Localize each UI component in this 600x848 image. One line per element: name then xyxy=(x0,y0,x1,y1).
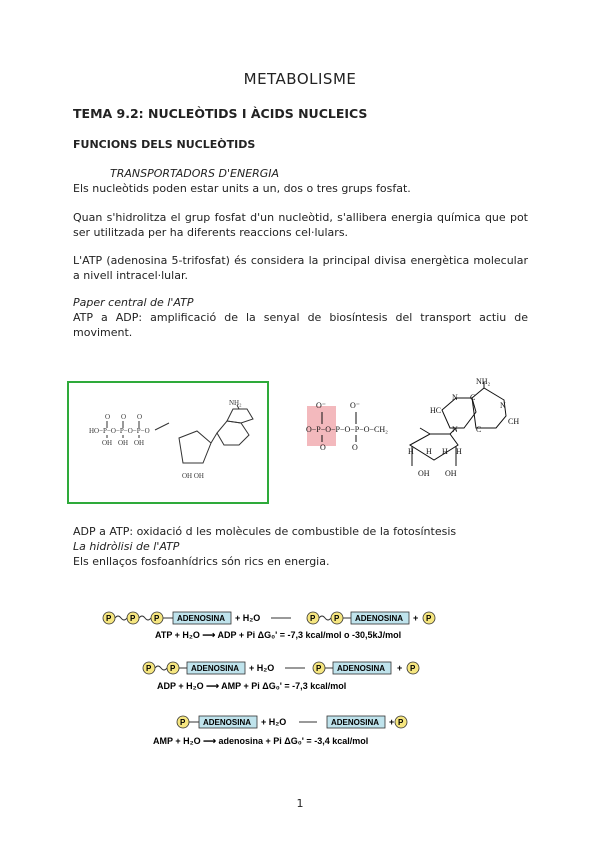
phosphate-6: P xyxy=(426,614,432,623)
phosphate-8: P xyxy=(170,664,176,673)
h-label-4: H xyxy=(456,447,462,456)
o-minus-2: O⁻ xyxy=(350,401,360,410)
oh-bottom-3: OH xyxy=(134,439,145,447)
page-title: METABOLISME xyxy=(243,70,357,88)
plus-1: + xyxy=(413,613,419,623)
o-bottom-2: O xyxy=(352,443,358,452)
atp-structure-drawing xyxy=(69,383,267,502)
role-heading: Paper central de l'ATP xyxy=(73,296,194,309)
adenosina-4: ADENOSINA xyxy=(337,664,386,673)
h2o-1: + H₂O xyxy=(235,613,261,623)
h-label-3: H xyxy=(442,447,448,456)
reaction-amp-hydrolysis xyxy=(153,716,407,746)
paragraph-bonds: Els enllaços fosfoanhídrics són rics en energia. xyxy=(73,555,330,568)
reaction-adp-hydrolysis xyxy=(143,662,419,691)
n-label-1: N xyxy=(452,393,458,402)
hc-label: HC xyxy=(430,406,442,415)
phosphate-1: P xyxy=(106,614,112,623)
hydrolysis-heading: La hidròlisi de l'ATP xyxy=(73,540,180,553)
o-bottom-1: O xyxy=(320,443,326,452)
phosphate-11: P xyxy=(180,718,186,727)
equation-1: ATP + H₂O ⟶ ADP + Pi ΔG₀' = -7,3 kcal/mol o -30,5kJ/mol xyxy=(155,630,402,640)
phosphate-chain-right: O−P−O−P−O−P−O−CH₂ xyxy=(306,425,388,434)
paragraph-atp-currency: L'ATP (adenosina 5-trifosfat) és considera la principal divisa energètica molecular a nivell intracel·lular. xyxy=(73,254,528,282)
paragraph-atp-to-adp: ATP a ADP: amplificació de la senyal de biosíntesis del transport actiu de moviment. xyxy=(73,311,528,339)
phosphate-12: P xyxy=(398,718,404,727)
paragraph-hydrolysis-energy: Quan s'hidrolitza el grup fosfat d'un nucleòtid, s'allibera energia química que pot ser utilitzada per ha diferents reaccions cel·lulars. xyxy=(73,211,528,239)
paragraph-phosphate-groups: Els nucleòtids poden estar units a un, dos o tres grups fosfat. xyxy=(73,182,411,195)
h-label-2: H xyxy=(426,447,432,456)
phosphate-7: P xyxy=(146,664,152,673)
nh2-label: NH₂ xyxy=(229,399,242,407)
ribose-oh-label: OH OH xyxy=(182,472,204,480)
page-number: 1 xyxy=(296,797,304,810)
phosphate-9: P xyxy=(316,664,322,673)
n-label-2: N xyxy=(500,401,506,410)
topic-heading: TEMA 9.2: NUCLEÒTIDS I ÀCIDS NUCLEICS xyxy=(73,106,368,121)
h2o-2: + H₂O xyxy=(249,663,275,673)
phosphate-5: P xyxy=(334,614,340,623)
h-label-1: H xyxy=(408,447,414,456)
oh-bottom-1: OH xyxy=(102,439,113,447)
phosphate-2: P xyxy=(130,614,136,623)
hydrolysis-equations xyxy=(95,600,475,760)
adenosina-2: ADENOSINA xyxy=(355,614,404,623)
h2o-3: + H₂O xyxy=(261,717,287,727)
atp-structure-right-drawing xyxy=(300,370,540,485)
section-heading: FUNCIONS DELS NUCLEÒTIDS xyxy=(73,138,256,151)
phosphate-chain-label: HO−P−O−P−O−P−O xyxy=(89,427,150,435)
nh2-right: NH₂ xyxy=(476,377,491,386)
reaction-atp-hydrolysis xyxy=(103,612,435,640)
adenosina-6: ADENOSINA xyxy=(331,718,380,727)
adenosina-5: ADENOSINA xyxy=(203,718,252,727)
oh-bottom-2: OH xyxy=(118,439,129,447)
adenosina-1: ADENOSINA xyxy=(177,614,226,623)
o-top-2: O xyxy=(121,413,127,421)
atp-structure-figure xyxy=(67,381,269,504)
ch-label: CH xyxy=(508,417,520,426)
oh-label-1: OH xyxy=(418,469,430,478)
n-label-3: N xyxy=(452,425,458,434)
o-top-1: O xyxy=(105,413,111,421)
phosphate-4: P xyxy=(310,614,316,623)
c-label-2: C xyxy=(476,425,482,434)
subsection-heading: TRANSPORTADORS D'ENERGIA xyxy=(110,167,280,180)
paragraph-adp-to-atp: ADP a ATP: oxidació d les molècules de combustible de la fotosíntesis xyxy=(73,525,457,538)
phosphate-10: P xyxy=(410,664,416,673)
equation-2: ADP + H₂O ⟶ AMP + Pi ΔG₀' = -7,3 kcal/mol xyxy=(157,681,347,691)
o-minus-1: O⁻ xyxy=(316,401,326,410)
plus-2: + xyxy=(397,663,403,673)
adenosina-3: ADENOSINA xyxy=(191,664,240,673)
oh-label-2: OH xyxy=(445,469,457,478)
plus-3: + xyxy=(389,717,395,727)
phosphate-3: P xyxy=(154,614,160,623)
o-top-3: O xyxy=(137,413,143,421)
c-label-1: C xyxy=(470,393,476,402)
equation-3: AMP + H₂O ⟶ adenosina + Pi ΔG₀' = -3,4 kcal/mol xyxy=(153,736,369,746)
